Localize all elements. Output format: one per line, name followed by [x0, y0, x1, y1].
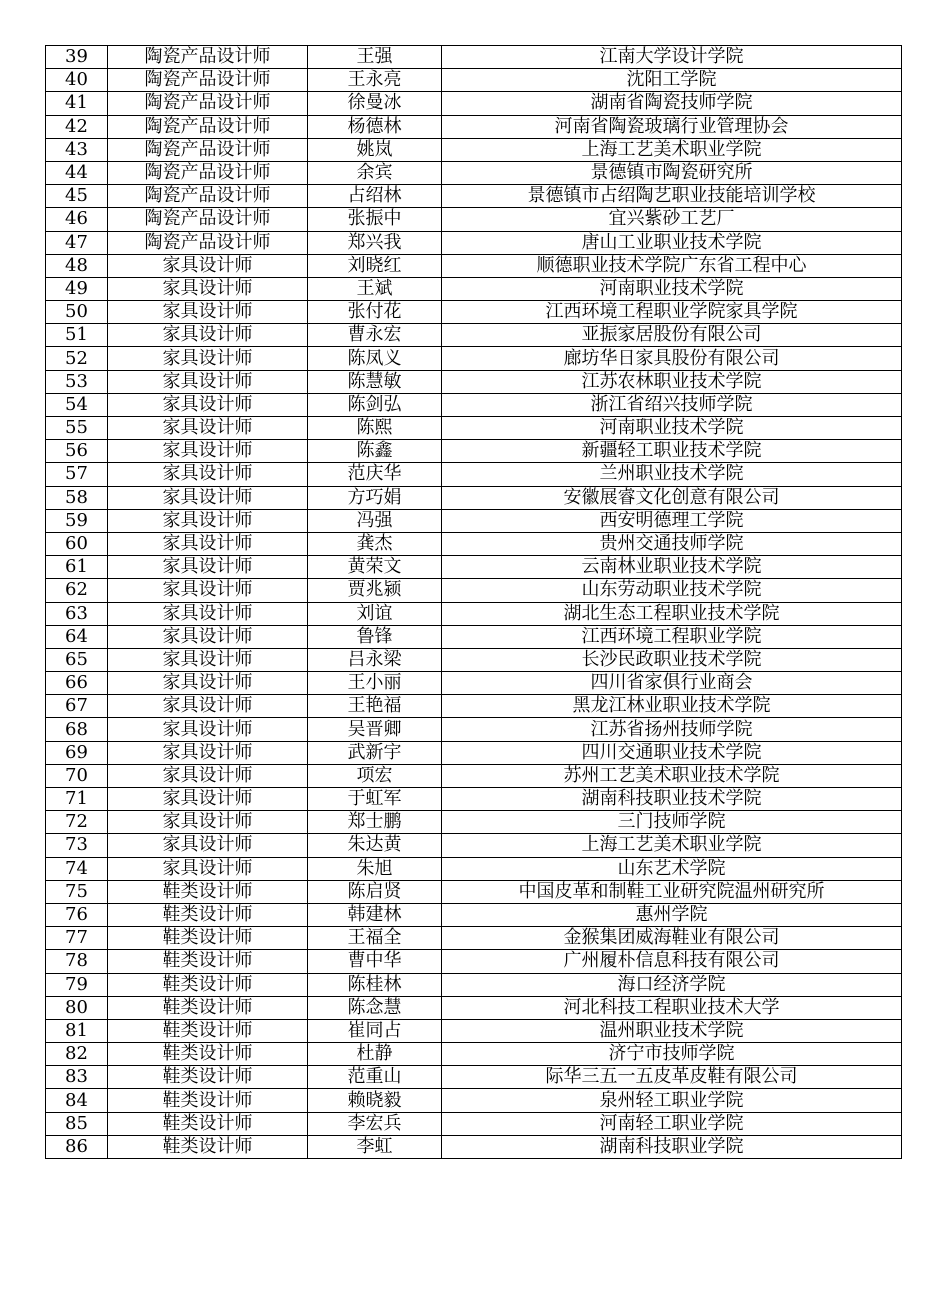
table-row: [46, 393, 902, 416]
occupation-cell: 家具设计师: [108, 718, 308, 741]
row-number: 52: [46, 347, 108, 370]
name-cell: 鲁锋: [308, 625, 442, 648]
name-cell: 陈慧敏: [308, 370, 442, 393]
organization-cell: 金猴集团威海鞋业有限公司: [442, 927, 902, 950]
table-row: [46, 208, 902, 231]
organization-cell: 江南大学设计学院: [442, 46, 902, 69]
name-cell: 刘晓红: [308, 254, 442, 277]
table-row: [46, 1135, 902, 1158]
organization-cell: 贵州交通技师学院: [442, 532, 902, 555]
row-number: 44: [46, 161, 108, 184]
organization-cell: 云南林业职业技术学院: [442, 556, 902, 579]
row-number: 55: [46, 417, 108, 440]
organization-cell: 湖南科技职业技术学院: [442, 788, 902, 811]
occupation-cell: 家具设计师: [108, 579, 308, 602]
table-row: [46, 161, 902, 184]
name-cell: 崔同占: [308, 1019, 442, 1042]
organization-cell: 山东劳动职业技术学院: [442, 579, 902, 602]
name-cell: 王永亮: [308, 69, 442, 92]
row-number: 73: [46, 834, 108, 857]
occupation-cell: 家具设计师: [108, 648, 308, 671]
name-cell: 武新宇: [308, 741, 442, 764]
name-cell: 陈桂林: [308, 973, 442, 996]
roster-table-body: [46, 46, 902, 1159]
organization-cell: 际华三五一五皮革皮鞋有限公司: [442, 1066, 902, 1089]
occupation-cell: 陶瓷产品设计师: [108, 185, 308, 208]
name-cell: 曹永宏: [308, 324, 442, 347]
occupation-cell: 鞋类设计师: [108, 1019, 308, 1042]
name-cell: 吕永梁: [308, 648, 442, 671]
name-cell: 杨德林: [308, 115, 442, 138]
table-row: [46, 254, 902, 277]
occupation-cell: 家具设计师: [108, 393, 308, 416]
table-row: [46, 950, 902, 973]
occupation-cell: 鞋类设计师: [108, 927, 308, 950]
organization-cell: 亚振家居股份有限公司: [442, 324, 902, 347]
row-number: 82: [46, 1043, 108, 1066]
organization-cell: 廊坊华日家具股份有限公司: [442, 347, 902, 370]
row-number: 49: [46, 277, 108, 300]
table-row: [46, 695, 902, 718]
row-number: 43: [46, 138, 108, 161]
name-cell: 李宏兵: [308, 1112, 442, 1135]
organization-cell: 海口经济学院: [442, 973, 902, 996]
organization-cell: 惠州学院: [442, 903, 902, 926]
name-cell: 徐曼冰: [308, 92, 442, 115]
organization-cell: 西安明德理工学院: [442, 509, 902, 532]
table-row: [46, 973, 902, 996]
occupation-cell: 鞋类设计师: [108, 1043, 308, 1066]
table-row: [46, 788, 902, 811]
row-number: 50: [46, 301, 108, 324]
name-cell: 龚杰: [308, 532, 442, 555]
name-cell: 王小丽: [308, 672, 442, 695]
occupation-cell: 陶瓷产品设计师: [108, 115, 308, 138]
table-row: [46, 880, 902, 903]
row-number: 76: [46, 903, 108, 926]
organization-cell: 山东艺术学院: [442, 857, 902, 880]
occupation-cell: 家具设计师: [108, 811, 308, 834]
name-cell: 王艳福: [308, 695, 442, 718]
name-cell: 王强: [308, 46, 442, 69]
occupation-cell: 陶瓷产品设计师: [108, 69, 308, 92]
organization-cell: 湖南科技职业学院: [442, 1135, 902, 1158]
occupation-cell: 家具设计师: [108, 556, 308, 579]
occupation-cell: 鞋类设计师: [108, 880, 308, 903]
row-number: 80: [46, 996, 108, 1019]
organization-cell: 上海工艺美术职业学院: [442, 834, 902, 857]
table-row: [46, 556, 902, 579]
organization-cell: 江苏省扬州技师学院: [442, 718, 902, 741]
table-row: [46, 1089, 902, 1112]
row-number: 54: [46, 393, 108, 416]
row-number: 47: [46, 231, 108, 254]
organization-cell: 苏州工艺美术职业技术学院: [442, 764, 902, 787]
row-number: 66: [46, 672, 108, 695]
row-number: 46: [46, 208, 108, 231]
row-number: 42: [46, 115, 108, 138]
occupation-cell: 家具设计师: [108, 602, 308, 625]
row-number: 74: [46, 857, 108, 880]
table-row: [46, 277, 902, 300]
table-row: [46, 648, 902, 671]
row-number: 64: [46, 625, 108, 648]
table-row: [46, 927, 902, 950]
row-number: 56: [46, 440, 108, 463]
row-number: 68: [46, 718, 108, 741]
row-number: 57: [46, 463, 108, 486]
organization-cell: 河北科技工程职业技术大学: [442, 996, 902, 1019]
name-cell: 方巧娟: [308, 486, 442, 509]
organization-cell: 上海工艺美术职业学院: [442, 138, 902, 161]
name-cell: 陈鑫: [308, 440, 442, 463]
table-row: [46, 324, 902, 347]
name-cell: 王福全: [308, 927, 442, 950]
organization-cell: 泉州轻工职业学院: [442, 1089, 902, 1112]
row-number: 86: [46, 1135, 108, 1158]
row-number: 41: [46, 92, 108, 115]
name-cell: 杜静: [308, 1043, 442, 1066]
organization-cell: 宜兴紫砂工艺厂: [442, 208, 902, 231]
row-number: 40: [46, 69, 108, 92]
occupation-cell: 陶瓷产品设计师: [108, 208, 308, 231]
table-row: [46, 46, 902, 69]
name-cell: 曹中华: [308, 950, 442, 973]
table-row: [46, 741, 902, 764]
row-number: 48: [46, 254, 108, 277]
occupation-cell: 陶瓷产品设计师: [108, 161, 308, 184]
occupation-cell: 鞋类设计师: [108, 1089, 308, 1112]
table-row: [46, 811, 902, 834]
table-row: [46, 1019, 902, 1042]
name-cell: 冯强: [308, 509, 442, 532]
organization-cell: 沈阳工学院: [442, 69, 902, 92]
table-row: [46, 509, 902, 532]
occupation-cell: 家具设计师: [108, 741, 308, 764]
name-cell: 范重山: [308, 1066, 442, 1089]
table-row: [46, 417, 902, 440]
organization-cell: 景德镇市陶瓷研究所: [442, 161, 902, 184]
occupation-cell: 家具设计师: [108, 509, 308, 532]
row-number: 62: [46, 579, 108, 602]
occupation-cell: 家具设计师: [108, 625, 308, 648]
table-row: [46, 834, 902, 857]
table-row: [46, 718, 902, 741]
table-row: [46, 440, 902, 463]
row-number: 85: [46, 1112, 108, 1135]
row-number: 81: [46, 1019, 108, 1042]
row-number: 79: [46, 973, 108, 996]
table-row: [46, 115, 902, 138]
organization-cell: 长沙民政职业技术学院: [442, 648, 902, 671]
row-number: 77: [46, 927, 108, 950]
organization-cell: 四川交通职业技术学院: [442, 741, 902, 764]
table-row: [46, 486, 902, 509]
row-number: 59: [46, 509, 108, 532]
name-cell: 占绍林: [308, 185, 442, 208]
occupation-cell: 陶瓷产品设计师: [108, 92, 308, 115]
occupation-cell: 鞋类设计师: [108, 1112, 308, 1135]
organization-cell: 兰州职业技术学院: [442, 463, 902, 486]
occupation-cell: 家具设计师: [108, 532, 308, 555]
organization-cell: 黑龙江林业职业技术学院: [442, 695, 902, 718]
organization-cell: 中国皮革和制鞋工业研究院温州研究所: [442, 880, 902, 903]
occupation-cell: 鞋类设计师: [108, 996, 308, 1019]
name-cell: 张付花: [308, 301, 442, 324]
table-row: [46, 1043, 902, 1066]
table-row: [46, 903, 902, 926]
row-number: 60: [46, 532, 108, 555]
organization-cell: 浙江省绍兴技师学院: [442, 393, 902, 416]
occupation-cell: 家具设计师: [108, 370, 308, 393]
name-cell: 张振中: [308, 208, 442, 231]
occupation-cell: 鞋类设计师: [108, 1135, 308, 1158]
row-number: 78: [46, 950, 108, 973]
table-row: [46, 996, 902, 1019]
row-number: 51: [46, 324, 108, 347]
table-row: [46, 672, 902, 695]
name-cell: 陈熙: [308, 417, 442, 440]
organization-cell: 温州职业技术学院: [442, 1019, 902, 1042]
row-number: 39: [46, 46, 108, 69]
table-row: [46, 138, 902, 161]
occupation-cell: 家具设计师: [108, 672, 308, 695]
occupation-cell: 家具设计师: [108, 347, 308, 370]
organization-cell: 济宁市技师学院: [442, 1043, 902, 1066]
name-cell: 余宾: [308, 161, 442, 184]
occupation-cell: 陶瓷产品设计师: [108, 231, 308, 254]
name-cell: 姚岚: [308, 138, 442, 161]
table-row: [46, 532, 902, 555]
name-cell: 于虹军: [308, 788, 442, 811]
name-cell: 黄荣文: [308, 556, 442, 579]
table-row: [46, 301, 902, 324]
roster-table: [45, 45, 902, 1159]
occupation-cell: 鞋类设计师: [108, 903, 308, 926]
row-number: 61: [46, 556, 108, 579]
occupation-cell: 陶瓷产品设计师: [108, 46, 308, 69]
name-cell: 郑士鹏: [308, 811, 442, 834]
occupation-cell: 家具设计师: [108, 417, 308, 440]
row-number: 71: [46, 788, 108, 811]
table-row: [46, 463, 902, 486]
name-cell: 陈剑弘: [308, 393, 442, 416]
row-number: 70: [46, 764, 108, 787]
table-row: [46, 1066, 902, 1089]
organization-cell: 江西环境工程职业学院家具学院: [442, 301, 902, 324]
occupation-cell: 家具设计师: [108, 834, 308, 857]
row-number: 84: [46, 1089, 108, 1112]
organization-cell: 景德镇市占绍陶艺职业技能培训学校: [442, 185, 902, 208]
organization-cell: 江苏农林职业技术学院: [442, 370, 902, 393]
name-cell: 韩建林: [308, 903, 442, 926]
occupation-cell: 家具设计师: [108, 277, 308, 300]
organization-cell: 广州履朴信息科技有限公司: [442, 950, 902, 973]
occupation-cell: 家具设计师: [108, 324, 308, 347]
occupation-cell: 家具设计师: [108, 440, 308, 463]
table-row: [46, 370, 902, 393]
occupation-cell: 家具设计师: [108, 463, 308, 486]
name-cell: 项宏: [308, 764, 442, 787]
occupation-cell: 家具设计师: [108, 695, 308, 718]
name-cell: 郑兴我: [308, 231, 442, 254]
occupation-cell: 家具设计师: [108, 254, 308, 277]
name-cell: 吴晋卿: [308, 718, 442, 741]
table-row: [46, 579, 902, 602]
organization-cell: 顺德职业技术学院广东省工程中心: [442, 254, 902, 277]
row-number: 83: [46, 1066, 108, 1089]
row-number: 58: [46, 486, 108, 509]
table-row: [46, 231, 902, 254]
table-row: [46, 1112, 902, 1135]
name-cell: 朱旭: [308, 857, 442, 880]
table-row: [46, 69, 902, 92]
organization-cell: 湖北生态工程职业技术学院: [442, 602, 902, 625]
organization-cell: 四川省家俱行业商会: [442, 672, 902, 695]
organization-cell: 三门技师学院: [442, 811, 902, 834]
occupation-cell: 鞋类设计师: [108, 1066, 308, 1089]
name-cell: 刘谊: [308, 602, 442, 625]
table-row: [46, 92, 902, 115]
table-row: [46, 347, 902, 370]
organization-cell: 河南职业技术学院: [442, 417, 902, 440]
row-number: 69: [46, 741, 108, 764]
occupation-cell: 陶瓷产品设计师: [108, 138, 308, 161]
row-number: 65: [46, 648, 108, 671]
name-cell: 陈启贤: [308, 880, 442, 903]
row-number: 53: [46, 370, 108, 393]
name-cell: 王斌: [308, 277, 442, 300]
occupation-cell: 鞋类设计师: [108, 973, 308, 996]
occupation-cell: 家具设计师: [108, 857, 308, 880]
table-row: [46, 625, 902, 648]
organization-cell: 唐山工业职业技术学院: [442, 231, 902, 254]
name-cell: 陈念慧: [308, 996, 442, 1019]
organization-cell: 江西环境工程职业学院: [442, 625, 902, 648]
name-cell: 陈凤义: [308, 347, 442, 370]
name-cell: 贾兆颍: [308, 579, 442, 602]
organization-cell: 安徽展睿文化创意有限公司: [442, 486, 902, 509]
row-number: 72: [46, 811, 108, 834]
occupation-cell: 家具设计师: [108, 764, 308, 787]
organization-cell: 湖南省陶瓷技师学院: [442, 92, 902, 115]
name-cell: 李虹: [308, 1135, 442, 1158]
organization-cell: 新疆轻工职业技术学院: [442, 440, 902, 463]
name-cell: 范庆华: [308, 463, 442, 486]
row-number: 67: [46, 695, 108, 718]
table-row: [46, 602, 902, 625]
occupation-cell: 鞋类设计师: [108, 950, 308, 973]
name-cell: 赖晓毅: [308, 1089, 442, 1112]
organization-cell: 河南轻工职业学院: [442, 1112, 902, 1135]
occupation-cell: 家具设计师: [108, 301, 308, 324]
organization-cell: 河南职业技术学院: [442, 277, 902, 300]
row-number: 45: [46, 185, 108, 208]
occupation-cell: 家具设计师: [108, 486, 308, 509]
row-number: 75: [46, 880, 108, 903]
name-cell: 朱达黄: [308, 834, 442, 857]
table-row: [46, 185, 902, 208]
row-number: 63: [46, 602, 108, 625]
occupation-cell: 家具设计师: [108, 788, 308, 811]
table-row: [46, 857, 902, 880]
organization-cell: 河南省陶瓷玻璃行业管理协会: [442, 115, 902, 138]
table-row: [46, 764, 902, 787]
